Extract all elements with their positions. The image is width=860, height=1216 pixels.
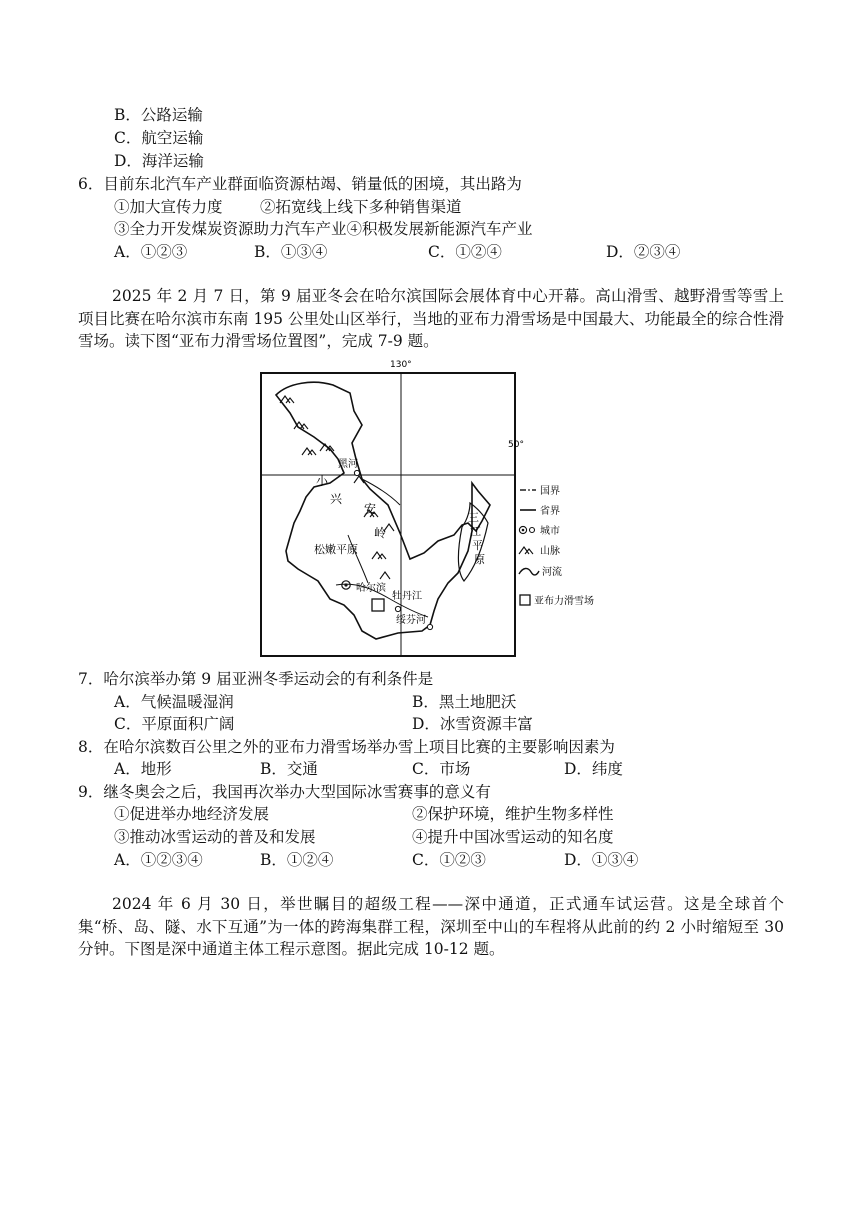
q8-stem: 8．在哈尔滨数百公里之外的亚布力滑雪场举办雪上项目比赛的主要影响因素为 bbox=[78, 738, 615, 756]
q9-option-d: D．①③④ bbox=[564, 851, 639, 869]
label-an: 安 bbox=[364, 502, 377, 516]
q6-stem: 6．目前东北汽车产业群面临资源枯竭、销量低的困境，其出路为 bbox=[78, 175, 522, 193]
sanjiang-char: 平 bbox=[472, 539, 483, 552]
q6-option-c: C．①②④ bbox=[428, 243, 502, 261]
city-heihe bbox=[354, 470, 359, 475]
city-suifenhe bbox=[427, 624, 432, 629]
q6-option-b: B．①③④ bbox=[254, 243, 328, 261]
yabuli-ski-resort bbox=[372, 599, 384, 611]
passage-yabuli: 2025 年 2 月 7 日，第 9 届亚冬会在哈尔滨国际会展体育中心开幕。高山滑雪、越野滑雪等雪上项目比赛在哈尔滨市东南 195 公里处山区举行，当地的亚布力滑雪场是中国最大、功能最全的综合性滑雪场。读下图“亚布力滑雪场位置图”，完成 7-9 题。 bbox=[78, 287, 784, 350]
lon-label: 130° bbox=[390, 360, 412, 370]
sanjiang-char: 原 bbox=[474, 553, 485, 566]
q7-option-b: B．黑土地肥沃 bbox=[412, 693, 517, 711]
mountain-icon bbox=[380, 572, 390, 579]
q8-option-b: B．交通 bbox=[260, 760, 318, 778]
passage-shenzhong: 2024 年 6 月 30 日，举世瞩目的超级工程——深中通道，正式通车试运营。这是全球首个集“桥、岛、隧、水下互通”为一体的跨海集群工程，深圳至中山的车程将从此前的约 2 小时缩短至 30 分钟。下图是深中通道主体工程示意图。据此完成 10-12 题。 bbox=[78, 895, 784, 958]
q9-statement-4: ④提升中国冰雪运动的知名度 bbox=[412, 828, 614, 846]
q9-option-c: C．①②③ bbox=[412, 851, 486, 869]
city-mudanjiang bbox=[395, 606, 400, 611]
q9-statement-3: ③推动冰雪运动的普及和发展 bbox=[114, 828, 316, 846]
q7-option-a: A．气候温暖湿润 bbox=[114, 693, 234, 711]
legend-chengshi: 城市 bbox=[540, 526, 560, 537]
q6-statement-2: ②拓宽线上线下多种销售渠道 bbox=[260, 198, 462, 216]
yabuli-location-map bbox=[258, 355, 618, 661]
q8-option-a: A．地形 bbox=[114, 760, 172, 778]
label-songnen: 松嫩平原 bbox=[314, 543, 358, 556]
sanjiang-char: 三 bbox=[468, 511, 479, 524]
mountain-icon bbox=[519, 547, 533, 554]
legend-guojie: 国界 bbox=[540, 486, 560, 497]
q7-stem: 7．哈尔滨举办第 9 届亚洲冬季运动会的有利条件是 bbox=[78, 670, 434, 688]
q6-option-d: D．②③④ bbox=[606, 243, 681, 261]
label-xiao: 小 bbox=[316, 474, 329, 488]
legend-shengjie: 省界 bbox=[540, 506, 560, 517]
q6-option-a: A．①②③ bbox=[114, 243, 188, 261]
q6-statement-3-4: ③全力开发煤炭资源助力汽车产业④积极发展新能源汽车产业 bbox=[114, 220, 533, 238]
map-legend bbox=[519, 485, 594, 607]
legend-yabuli: 亚布力滑雪场 bbox=[534, 596, 594, 607]
q6-statement-1: ①加大宣传力度 bbox=[114, 198, 223, 216]
legend-shanmai: 山脉 bbox=[540, 546, 560, 557]
q5-option-d: D．海洋运输 bbox=[114, 152, 204, 170]
q9-option-a: A．①②③④ bbox=[114, 851, 203, 869]
mountain-icon bbox=[372, 552, 386, 559]
q9-statement-2: ②保护环境，维护生物多样性 bbox=[412, 805, 614, 823]
q7-option-d: D．冰雪资源丰富 bbox=[412, 715, 533, 733]
q7-option-c: C．平原面积广阔 bbox=[114, 715, 235, 733]
q9-statement-1: ①促进举办地经济发展 bbox=[114, 805, 270, 823]
q9-option-b: B．①②④ bbox=[260, 851, 334, 869]
lat-label: 50° bbox=[508, 440, 524, 450]
label-xing: 兴 bbox=[330, 492, 343, 506]
sanjiang-char: 江 bbox=[470, 525, 481, 538]
label-heihe: 黑河 bbox=[338, 459, 358, 470]
mountain-icon bbox=[320, 444, 334, 451]
mountain-icon bbox=[302, 448, 316, 455]
label-suifenhe: 绥芬河 bbox=[396, 615, 426, 626]
q8-option-d: D．纬度 bbox=[564, 760, 623, 778]
q9-stem: 9．继冬奥会之后，我国再次举办大型国际冰雪赛事的意义有 bbox=[78, 783, 491, 801]
legend-heliu: 河流 bbox=[542, 567, 562, 578]
q8-option-c: C．市场 bbox=[412, 760, 471, 778]
q5-option-c: C．航空运输 bbox=[114, 129, 204, 147]
label-mudanjiang: 牡丹江 bbox=[392, 591, 422, 602]
q5-option-b: B．公路运输 bbox=[114, 106, 203, 124]
label-harbin: 哈尔滨 bbox=[356, 583, 386, 594]
label-ling: 岭 bbox=[374, 526, 387, 540]
